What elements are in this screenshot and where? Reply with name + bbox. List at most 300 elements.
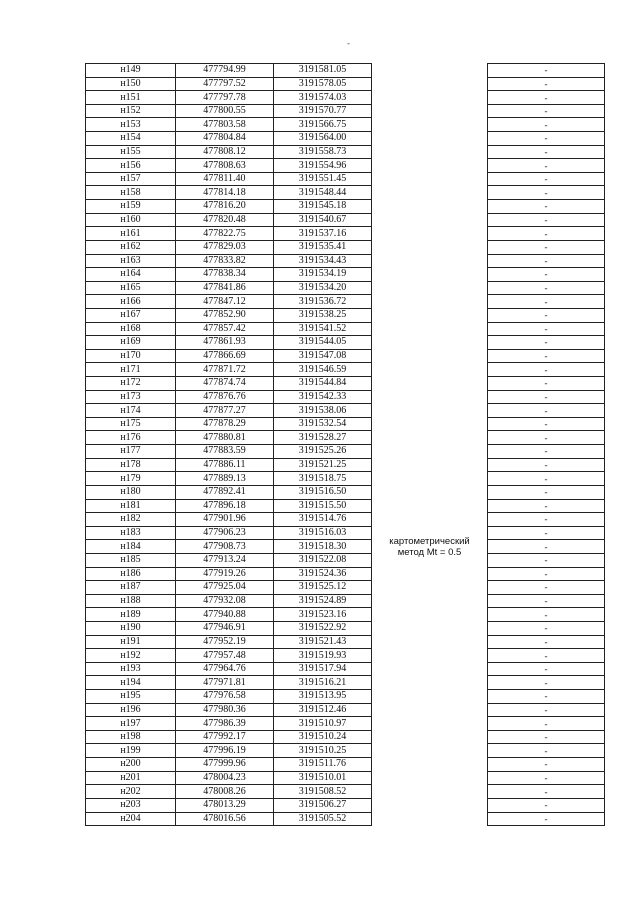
table-row [86, 363, 605, 377]
method-cell [372, 281, 488, 295]
table-row [86, 676, 605, 690]
y-coordinate-cell: 3191518.30 [274, 540, 372, 554]
table-row [86, 690, 605, 704]
point-id-cell: н155 [86, 145, 176, 159]
y-coordinate-cell: 3191518.75 [274, 472, 372, 486]
y-coordinate-cell: 3191574.03 [274, 91, 372, 105]
table-row [86, 404, 605, 418]
table-row [86, 744, 605, 758]
x-coordinate-cell: 477871.72 [176, 363, 274, 377]
x-coordinate-cell: 477889.13 [176, 472, 274, 486]
dash-cell: - [488, 635, 605, 649]
x-coordinate-cell: 477957.48 [176, 649, 274, 663]
method-cell [372, 485, 488, 499]
table-row [86, 77, 605, 91]
y-coordinate-cell: 3191522.92 [274, 621, 372, 635]
y-coordinate-cell: 3191534.19 [274, 268, 372, 282]
method-cell [372, 186, 488, 200]
x-coordinate-cell: 477896.18 [176, 499, 274, 513]
method-cell [372, 771, 488, 785]
dash-cell: - [488, 758, 605, 772]
y-coordinate-cell: 3191510.97 [274, 717, 372, 731]
dash-cell: - [488, 812, 605, 826]
x-coordinate-cell: 477833.82 [176, 254, 274, 268]
method-cell [372, 213, 488, 227]
table-row [86, 553, 605, 567]
point-id-cell: н153 [86, 118, 176, 132]
method-cell [372, 308, 488, 322]
method-cell [372, 499, 488, 513]
point-id-cell: н203 [86, 798, 176, 812]
dash-cell: - [488, 336, 605, 350]
x-coordinate-cell: 477919.26 [176, 567, 274, 581]
point-id-cell: н180 [86, 485, 176, 499]
point-id-cell: н204 [86, 812, 176, 826]
x-coordinate-cell: 477861.93 [176, 336, 274, 350]
method-cell [372, 118, 488, 132]
y-coordinate-cell: 3191534.20 [274, 281, 372, 295]
table-row [86, 540, 605, 554]
y-coordinate-cell: 3191551.45 [274, 172, 372, 186]
method-cell [372, 200, 488, 214]
point-id-cell: н152 [86, 104, 176, 118]
point-id-cell: н158 [86, 186, 176, 200]
y-coordinate-cell: 3191570.77 [274, 104, 372, 118]
method-cell [372, 812, 488, 826]
point-id-cell: н171 [86, 363, 176, 377]
y-coordinate-cell: 3191538.06 [274, 404, 372, 418]
x-coordinate-cell: 477940.88 [176, 608, 274, 622]
table-row [86, 717, 605, 731]
point-id-cell: н168 [86, 322, 176, 336]
y-coordinate-cell: 3191511.76 [274, 758, 372, 772]
y-coordinate-cell: 3191581.05 [274, 64, 372, 78]
dash-cell: - [488, 404, 605, 418]
point-id-cell: н197 [86, 717, 176, 731]
method-cell [372, 717, 488, 731]
method-cell [372, 77, 488, 91]
y-coordinate-cell: 3191516.21 [274, 676, 372, 690]
y-coordinate-cell: 3191532.54 [274, 417, 372, 431]
y-coordinate-cell: 3191514.76 [274, 513, 372, 527]
method-cell [372, 594, 488, 608]
point-id-cell: н174 [86, 404, 176, 418]
x-coordinate-cell: 477986.39 [176, 717, 274, 731]
method-cell [372, 390, 488, 404]
y-coordinate-cell: 3191548.44 [274, 186, 372, 200]
table-row [86, 662, 605, 676]
method-cell [372, 690, 488, 704]
x-coordinate-cell: 477847.12 [176, 295, 274, 309]
point-id-cell: н175 [86, 417, 176, 431]
point-id-cell: н162 [86, 240, 176, 254]
point-id-cell: н166 [86, 295, 176, 309]
dash-cell: - [488, 676, 605, 690]
y-coordinate-cell: 3191525.26 [274, 445, 372, 459]
dash-cell: - [488, 186, 605, 200]
x-coordinate-cell: 477877.27 [176, 404, 274, 418]
table-row [86, 227, 605, 241]
x-coordinate-cell: 477841.86 [176, 281, 274, 295]
point-id-cell: н192 [86, 649, 176, 663]
point-id-cell: н167 [86, 308, 176, 322]
point-id-cell: н164 [86, 268, 176, 282]
table-row [86, 118, 605, 132]
point-id-cell: н160 [86, 213, 176, 227]
table-row [86, 322, 605, 336]
table-row [86, 390, 605, 404]
x-coordinate-cell: 477992.17 [176, 730, 274, 744]
x-coordinate-cell: 477808.12 [176, 145, 274, 159]
x-coordinate-cell: 477932.08 [176, 594, 274, 608]
point-id-cell: н161 [86, 227, 176, 241]
point-id-cell: н181 [86, 499, 176, 513]
table-row [86, 64, 605, 78]
table-row [86, 417, 605, 431]
method-cell [372, 608, 488, 622]
y-coordinate-cell: 3191521.25 [274, 458, 372, 472]
x-coordinate-cell: 477866.69 [176, 349, 274, 363]
table-row [86, 621, 605, 635]
method-label-line1: картометрический [389, 535, 470, 547]
method-cell [372, 621, 488, 635]
dash-cell: - [488, 132, 605, 146]
method-cell [372, 458, 488, 472]
method-cell [372, 227, 488, 241]
x-coordinate-cell: 477883.59 [176, 445, 274, 459]
dash-cell: - [488, 798, 605, 812]
page-mark: - [347, 38, 350, 48]
y-coordinate-cell: 3191517.94 [274, 662, 372, 676]
x-coordinate-cell: 477811.40 [176, 172, 274, 186]
dash-cell: - [488, 744, 605, 758]
y-coordinate-cell: 3191528.27 [274, 431, 372, 445]
table-row [86, 254, 605, 268]
method-cell [372, 445, 488, 459]
dash-cell: - [488, 268, 605, 282]
y-coordinate-cell: 3191578.05 [274, 77, 372, 91]
dash-cell: - [488, 608, 605, 622]
dash-cell: - [488, 649, 605, 663]
dash-cell: - [488, 363, 605, 377]
x-coordinate-cell: 477999.96 [176, 758, 274, 772]
y-coordinate-cell: 3191522.08 [274, 553, 372, 567]
method-cell [372, 404, 488, 418]
x-coordinate-cell: 477952.19 [176, 635, 274, 649]
dash-cell: - [488, 717, 605, 731]
table-row [86, 268, 605, 282]
dash-cell: - [488, 458, 605, 472]
table-row [86, 431, 605, 445]
method-cell [372, 295, 488, 309]
point-id-cell: н163 [86, 254, 176, 268]
dash-cell: - [488, 567, 605, 581]
dash-cell: - [488, 77, 605, 91]
y-coordinate-cell: 3191537.16 [274, 227, 372, 241]
method-cell [372, 431, 488, 445]
dash-cell: - [488, 771, 605, 785]
point-id-cell: н172 [86, 377, 176, 391]
y-coordinate-cell: 3191535.41 [274, 240, 372, 254]
dash-cell: - [488, 281, 605, 295]
x-coordinate-cell: 477880.81 [176, 431, 274, 445]
method-cell [372, 145, 488, 159]
y-coordinate-cell: 3191521.43 [274, 635, 372, 649]
point-id-cell: н169 [86, 336, 176, 350]
point-id-cell: н179 [86, 472, 176, 486]
point-id-cell: н159 [86, 200, 176, 214]
point-id-cell: н150 [86, 77, 176, 91]
x-coordinate-cell: 478016.56 [176, 812, 274, 826]
x-coordinate-cell: 478004.23 [176, 771, 274, 785]
x-coordinate-cell: 477996.19 [176, 744, 274, 758]
dash-cell: - [488, 581, 605, 595]
y-coordinate-cell: 3191513.95 [274, 690, 372, 704]
x-coordinate-cell: 477906.23 [176, 526, 274, 540]
dash-cell: - [488, 227, 605, 241]
x-coordinate-cell: 477980.36 [176, 703, 274, 717]
x-coordinate-cell: 477857.42 [176, 322, 274, 336]
point-id-cell: н189 [86, 608, 176, 622]
method-cell [372, 417, 488, 431]
method-cell [372, 581, 488, 595]
dash-cell: - [488, 254, 605, 268]
y-coordinate-cell: 3191546.59 [274, 363, 372, 377]
dash-cell: - [488, 308, 605, 322]
dash-cell: - [488, 540, 605, 554]
dash-cell: - [488, 322, 605, 336]
point-id-cell: н184 [86, 540, 176, 554]
x-coordinate-cell: 478013.29 [176, 798, 274, 812]
x-coordinate-cell: 477878.29 [176, 417, 274, 431]
method-cell [372, 132, 488, 146]
x-coordinate-cell: 477800.55 [176, 104, 274, 118]
y-coordinate-cell: 3191545.18 [274, 200, 372, 214]
point-id-cell: н165 [86, 281, 176, 295]
x-coordinate-cell: 477816.20 [176, 200, 274, 214]
point-id-cell: н149 [86, 64, 176, 78]
method-cell [372, 172, 488, 186]
x-coordinate-cell: 477892.41 [176, 485, 274, 499]
x-coordinate-cell: 477829.03 [176, 240, 274, 254]
table-row [86, 771, 605, 785]
table-row [86, 730, 605, 744]
y-coordinate-cell: 3191525.12 [274, 581, 372, 595]
point-id-cell: н190 [86, 621, 176, 635]
dash-cell: - [488, 594, 605, 608]
y-coordinate-cell: 3191510.24 [274, 730, 372, 744]
dash-cell: - [488, 295, 605, 309]
x-coordinate-cell: 477913.24 [176, 553, 274, 567]
method-cell [372, 798, 488, 812]
table-row [86, 758, 605, 772]
coordinates-table [85, 63, 605, 826]
dash-cell: - [488, 349, 605, 363]
method-cell [372, 159, 488, 173]
table-row [86, 798, 605, 812]
x-coordinate-cell: 477908.73 [176, 540, 274, 554]
method-cell [372, 513, 488, 527]
table-row [86, 499, 605, 513]
y-coordinate-cell: 3191538.25 [274, 308, 372, 322]
dash-cell: - [488, 91, 605, 105]
method-cell [372, 649, 488, 663]
y-coordinate-cell: 3191544.84 [274, 377, 372, 391]
method-cell [372, 254, 488, 268]
point-id-cell: н195 [86, 690, 176, 704]
table-row [86, 649, 605, 663]
table-row [86, 785, 605, 799]
y-coordinate-cell: 3191541.52 [274, 322, 372, 336]
x-coordinate-cell: 477874.74 [176, 377, 274, 391]
point-id-cell: н170 [86, 349, 176, 363]
y-coordinate-cell: 3191544.05 [274, 336, 372, 350]
y-coordinate-cell: 3191524.36 [274, 567, 372, 581]
table-row [86, 336, 605, 350]
method-cell [372, 349, 488, 363]
table-row [86, 485, 605, 499]
x-coordinate-cell: 477964.76 [176, 662, 274, 676]
table-row [86, 145, 605, 159]
dash-cell: - [488, 445, 605, 459]
table-row [86, 186, 605, 200]
dash-cell: - [488, 145, 605, 159]
x-coordinate-cell: 477794.99 [176, 64, 274, 78]
x-coordinate-cell: 477852.90 [176, 308, 274, 322]
dash-cell: - [488, 513, 605, 527]
method-cell [372, 744, 488, 758]
y-coordinate-cell: 3191558.73 [274, 145, 372, 159]
x-coordinate-cell: 477886.11 [176, 458, 274, 472]
point-id-cell: н173 [86, 390, 176, 404]
method-cell [372, 785, 488, 799]
point-id-cell: н157 [86, 172, 176, 186]
point-id-cell: н177 [86, 445, 176, 459]
point-id-cell: н193 [86, 662, 176, 676]
x-coordinate-cell: 477901.96 [176, 513, 274, 527]
y-coordinate-cell: 3191516.03 [274, 526, 372, 540]
method-cell [372, 758, 488, 772]
x-coordinate-cell: 478008.26 [176, 785, 274, 799]
table-row [86, 240, 605, 254]
method-cell [372, 104, 488, 118]
method-cell [372, 91, 488, 105]
method-cell [372, 662, 488, 676]
table-row [86, 472, 605, 486]
table-row [86, 308, 605, 322]
dash-cell: - [488, 526, 605, 540]
dash-cell: - [488, 240, 605, 254]
y-coordinate-cell: 3191515.50 [274, 499, 372, 513]
point-id-cell: н191 [86, 635, 176, 649]
table-row [86, 200, 605, 214]
table-row [86, 295, 605, 309]
point-id-cell: н178 [86, 458, 176, 472]
point-id-cell: н154 [86, 132, 176, 146]
y-coordinate-cell: 3191540.67 [274, 213, 372, 227]
coordinates-table-body [86, 64, 605, 826]
method-cell [372, 322, 488, 336]
point-id-cell: н202 [86, 785, 176, 799]
table-row [86, 159, 605, 173]
y-coordinate-cell: 3191536.72 [274, 295, 372, 309]
point-id-cell: н188 [86, 594, 176, 608]
y-coordinate-cell: 3191510.25 [274, 744, 372, 758]
x-coordinate-cell: 477814.18 [176, 186, 274, 200]
method-cell [372, 240, 488, 254]
method-cell [372, 336, 488, 350]
y-coordinate-cell: 3191510.01 [274, 771, 372, 785]
y-coordinate-cell: 3191564.00 [274, 132, 372, 146]
table-row [86, 526, 605, 540]
method-cell [372, 703, 488, 717]
table-row [86, 281, 605, 295]
table-row [86, 608, 605, 622]
dash-cell: - [488, 417, 605, 431]
dash-cell: - [488, 703, 605, 717]
table-row [86, 377, 605, 391]
dash-cell: - [488, 485, 605, 499]
table-row [86, 132, 605, 146]
point-id-cell: н186 [86, 567, 176, 581]
table-row [86, 104, 605, 118]
dash-cell: - [488, 553, 605, 567]
x-coordinate-cell: 477838.34 [176, 268, 274, 282]
method-cell [372, 64, 488, 78]
x-coordinate-cell: 477797.52 [176, 77, 274, 91]
y-coordinate-cell: 3191516.50 [274, 485, 372, 499]
y-coordinate-cell: 3191547.08 [274, 349, 372, 363]
table-row [86, 349, 605, 363]
dash-cell: - [488, 662, 605, 676]
point-id-cell: н200 [86, 758, 176, 772]
method-cell [372, 472, 488, 486]
y-coordinate-cell: 3191512.46 [274, 703, 372, 717]
dash-cell: - [488, 64, 605, 78]
point-id-cell: н198 [86, 730, 176, 744]
table-row [86, 567, 605, 581]
table-row [86, 594, 605, 608]
dash-cell: - [488, 621, 605, 635]
dash-cell: - [488, 730, 605, 744]
point-id-cell: н182 [86, 513, 176, 527]
method-cell [372, 676, 488, 690]
method-cell [372, 363, 488, 377]
method-cell [372, 268, 488, 282]
x-coordinate-cell: 477946.91 [176, 621, 274, 635]
y-coordinate-cell: 3191508.52 [274, 785, 372, 799]
x-coordinate-cell: 477976.58 [176, 690, 274, 704]
y-coordinate-cell: 3191524.89 [274, 594, 372, 608]
x-coordinate-cell: 477797.78 [176, 91, 274, 105]
y-coordinate-cell: 3191554.96 [274, 159, 372, 173]
point-id-cell: н176 [86, 431, 176, 445]
x-coordinate-cell: 477803.58 [176, 118, 274, 132]
point-id-cell: н201 [86, 771, 176, 785]
dash-cell: - [488, 431, 605, 445]
point-id-cell: н187 [86, 581, 176, 595]
dash-cell: - [488, 390, 605, 404]
dash-cell: - [488, 472, 605, 486]
dash-cell: - [488, 172, 605, 186]
x-coordinate-cell: 477971.81 [176, 676, 274, 690]
x-coordinate-cell: 477820.48 [176, 213, 274, 227]
x-coordinate-cell: 477808.63 [176, 159, 274, 173]
x-coordinate-cell: 477822.75 [176, 227, 274, 241]
method-cell [372, 377, 488, 391]
point-id-cell: н199 [86, 744, 176, 758]
point-id-cell: н156 [86, 159, 176, 173]
